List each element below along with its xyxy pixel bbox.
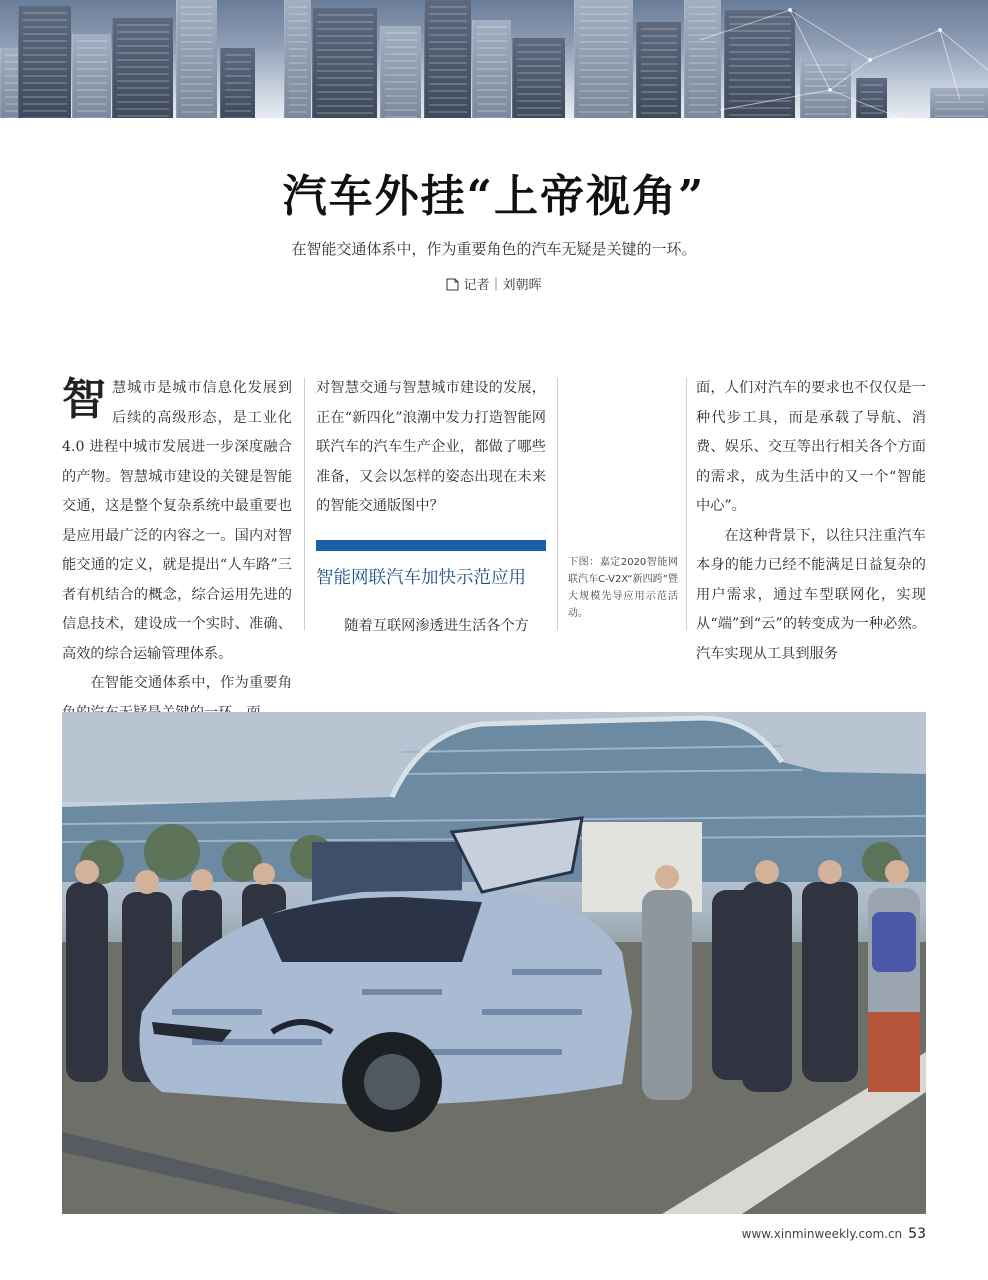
banner-cityscape-image xyxy=(0,0,988,118)
section-heading: 智能网联汽车加快示范应用 xyxy=(316,568,526,588)
article-title: 汽车外挂“上帝视角” xyxy=(282,171,706,222)
column-divider xyxy=(686,378,687,630)
photo-caption: 下图：嘉定2020智能网联汽车C-V2X“新四跨”暨大规模先导应用示范活动。 xyxy=(568,557,678,619)
text-column-2 xyxy=(316,374,546,522)
paragraph: 面，人们对汽车的要求也不仅仅是一种代步工具，而是承载了导航、消费、娱乐、交互等出行相关各个方面的需求，成为生活中的又一个“智能中心”。 xyxy=(696,380,926,514)
text-column-1 xyxy=(62,374,292,728)
text-column-3 xyxy=(696,374,926,669)
byline-text: 记者｜刘朝晖 xyxy=(463,278,542,293)
column-divider xyxy=(304,378,305,630)
website-url: www.xinminweekly.com.cn xyxy=(741,1227,903,1241)
text-column-2-continued xyxy=(316,612,546,642)
paragraph: 在智能交通体系中，作为重要角 xyxy=(90,675,292,691)
paragraph: 随着互联网渗透进生活各个方 xyxy=(344,618,529,634)
paragraph: 对智慧交通与智慧城市建设的发展，正在“新四化”浪潮中发力打造智能网联汽车的汽车生产企业，都做了哪些准备，又会以怎样的姿态出现在未来的智能交通版图中？ xyxy=(316,380,546,514)
drop-cap: 智 xyxy=(62,374,106,425)
pen-icon xyxy=(446,277,459,295)
byline xyxy=(0,274,988,295)
event-photo xyxy=(62,712,926,1214)
section-heading-bar xyxy=(316,540,546,551)
page-footer xyxy=(742,1226,926,1242)
article-subtitle: 在智能交通体系中，作为重要角色的汽车无疑是关键的一环。 xyxy=(291,240,697,258)
column-divider xyxy=(557,378,558,630)
paragraph: 在这种背景下，以往只注重汽车本身的能力已经不能满足日益复杂的用户需求，通过车型联网化，实现从“端”到“云”的转变成为一种必然。汽车实现从工具到服务 xyxy=(696,527,926,662)
paragraph: 慧城市是城市信息化发展到后续的高级形态，是工业化 4.0 进程中城市发展进一步深度融合的产物。智慧城市建设的关键是智能交通，这是整个复杂系统中最重要也是应用最广泛的内容之一。国内对智能交通的定义，就是提出“人车路”三者有机结合的概念，综合运用先进的信息技术，建设成一个实时、准确、高效的综合运输管理体系。 xyxy=(62,380,292,662)
page-number: 53 xyxy=(908,1226,926,1242)
